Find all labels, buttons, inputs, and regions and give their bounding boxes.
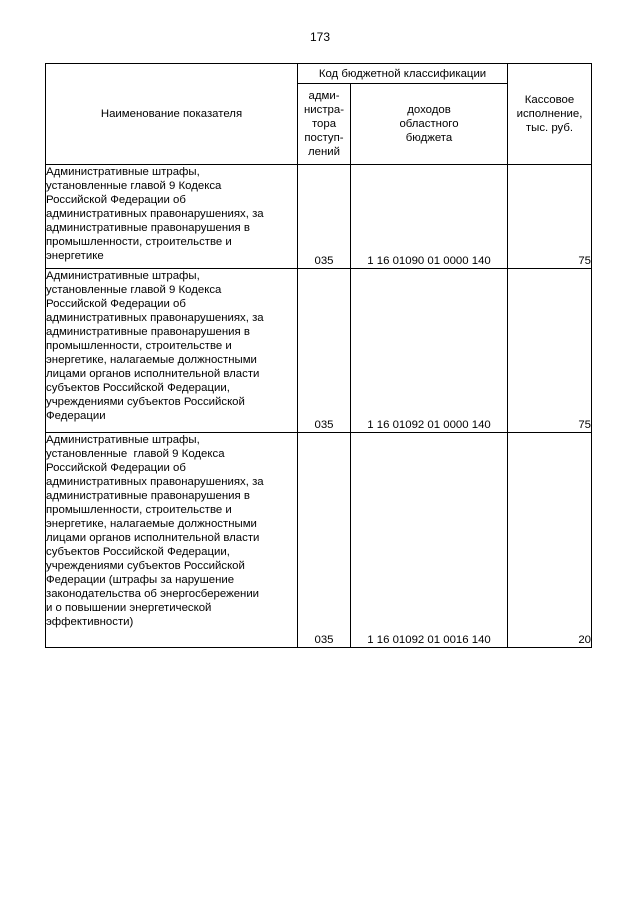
row-indicator-name: Административные штрафы, установленные главой 9 Кодекса Российской Федерации об административных правонарушениях, за административные правонарушения в промышленности, строительстве и энергетике, налагаемые должностными лицами органов исполнительной власти субъектов Российской Федерации, учреждениями субъектов Российской Федерации: [46, 269, 298, 433]
row-income-code: 1 16 01090 01 0000 140: [351, 165, 508, 269]
row-indicator-name: Административные штрафы, установленные главой 9 Кодекса Российской Федерации об административных правонарушениях, за административные правонарушения в промышленности, строительстве и энергетике: [46, 165, 298, 269]
row-administrator-code: 035: [298, 433, 351, 648]
row-administrator-code: 035: [298, 165, 351, 269]
row-cash-execution: 20: [508, 433, 592, 648]
budget-table: [45, 63, 592, 648]
row-income-code: 1 16 01092 01 0000 140: [351, 269, 508, 433]
row-indicator-name: Административные штрафы, установленные главой 9 Кодекса Российской Федерации об административных правонарушениях, за административные правонарушения в промышленности, строительстве и энергетике, налагаемые должностными лицами органов исполнительной власти субъектов Российской Федерации, учреждениями субъектов Российской Федерации (штрафы за нарушение законодательства об энергосбережении и о повышении энергетической эффективности): [46, 433, 298, 648]
table-row: [46, 269, 592, 433]
header-regional-income: доходов областного бюджета: [351, 84, 508, 165]
header-administrator: адми- нистра- тора поступ- лений: [298, 84, 351, 165]
row-administrator-code: 035: [298, 269, 351, 433]
page-number: 173: [309, 30, 331, 44]
row-income-code: 1 16 01092 01 0016 140: [351, 433, 508, 648]
header-indicator-name: Наименование показателя: [46, 64, 298, 165]
table-row: [46, 165, 592, 269]
row-cash-execution: 75: [508, 269, 592, 433]
table-header-row: [46, 64, 592, 84]
row-cash-execution: 75: [508, 165, 592, 269]
header-budget-classification-code: Код бюджетной классификации: [298, 64, 508, 84]
header-cash-execution: Кассовое исполнение, тыс. руб.: [508, 64, 592, 165]
table-row: [46, 433, 592, 648]
